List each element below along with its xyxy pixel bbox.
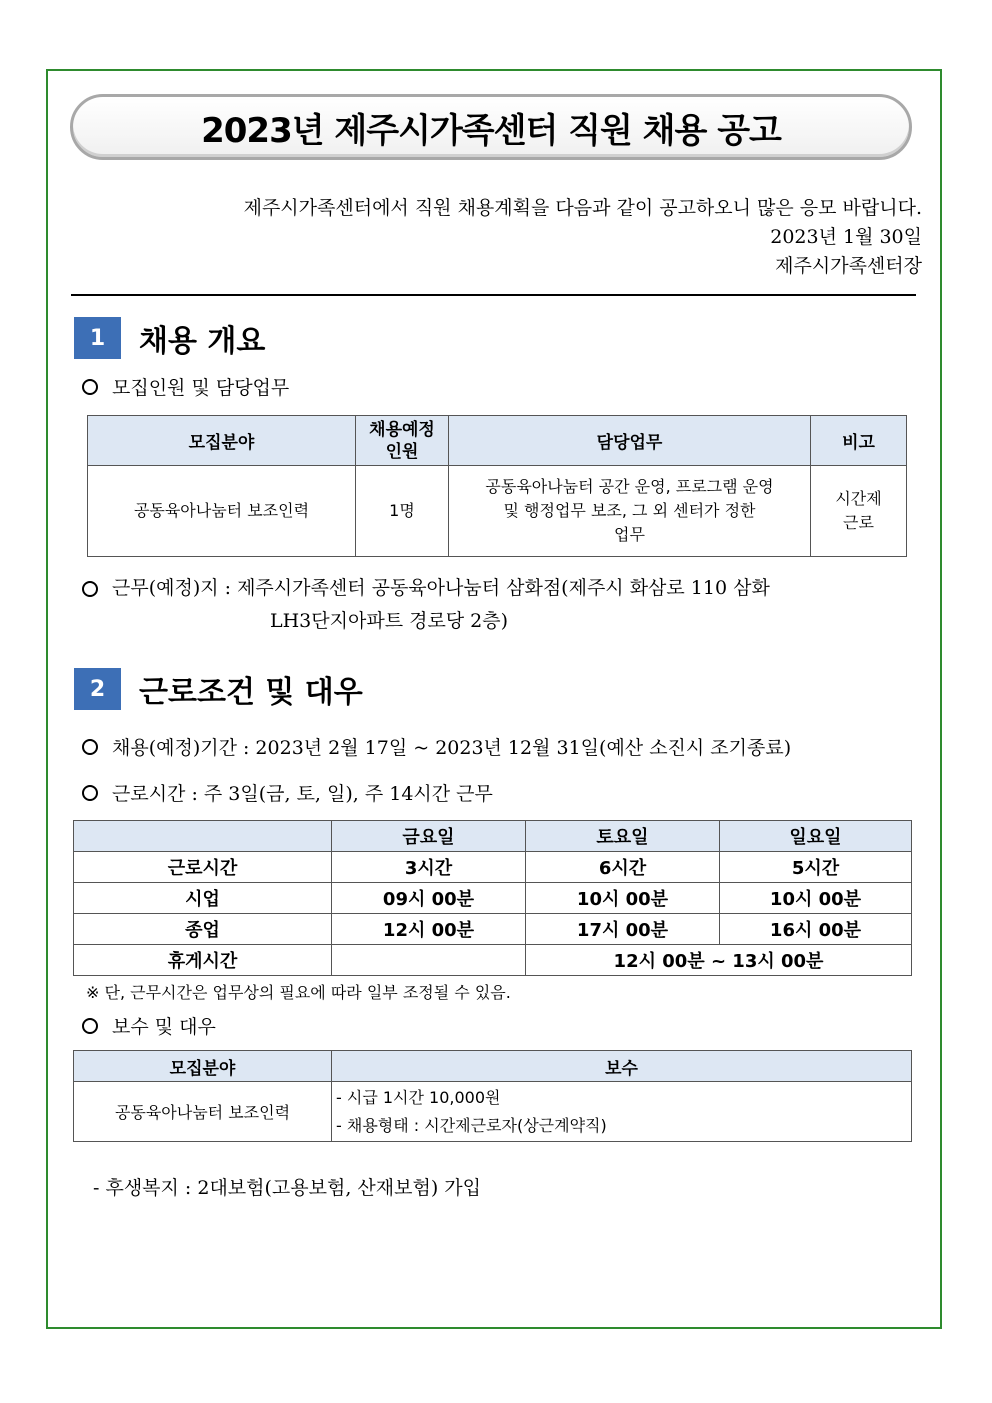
row-label: 종업 [74, 914, 332, 945]
table-cell: 12시 00분 [332, 914, 526, 945]
pay-details [332, 1082, 912, 1142]
pay-line2: - 채용형태 : 시간제근로자(상근계약직) [336, 1115, 607, 1135]
th-count-line1: 채용예정 [369, 419, 435, 440]
th-pay: 보수 [332, 1051, 912, 1082]
th-count [356, 416, 449, 466]
section1-title: 채용 개요 [139, 324, 266, 359]
cell-field: 공동육아나눔터 보조인력 [88, 466, 356, 557]
section2-heading [74, 667, 363, 711]
th-note: 비고 [811, 416, 907, 466]
bullet-recruit [82, 373, 289, 400]
intro-issuer: 제주시가족센터장 [775, 255, 922, 277]
th-count-line2: 인원 [385, 441, 419, 462]
circle-bullet-icon [82, 581, 98, 597]
table-cell: 09시 00분 [332, 883, 526, 914]
recruit-table [87, 415, 907, 557]
table-cell [332, 945, 526, 976]
schedule-note: ※ 단, 근무시간은 업무상의 필요에 따라 일부 조정될 수 있음. [86, 983, 511, 1002]
table-row [74, 883, 912, 914]
bullet-pay [82, 1012, 216, 1039]
th-pay-field: 모집분야 [74, 1051, 332, 1082]
table-cell: 3시간 [332, 852, 526, 883]
location-label: 근무(예정)지 : [112, 577, 238, 599]
cell-count: 1명 [356, 466, 449, 557]
break-value: 12시 00분 ~ 13시 00분 [526, 945, 912, 976]
note-line1: 시간제 [835, 489, 882, 508]
intro-text: 제주시가족센터에서 직원 채용계획을 다음과 같이 공고하오니 많은 응모 바랍니다. [243, 197, 922, 219]
table-row [74, 945, 912, 976]
circle-bullet-icon [82, 379, 98, 395]
section1-number: 1 [74, 317, 121, 359]
circle-bullet-icon [82, 739, 98, 755]
bullet-recruit-text: 모집인원 및 담당업무 [112, 377, 290, 399]
title-banner [70, 94, 912, 160]
table-row [74, 852, 912, 883]
pay-field: 공동육아나눔터 보조인력 [74, 1082, 332, 1142]
circle-bullet-icon [82, 1018, 98, 1034]
table-cell: 17시 00분 [526, 914, 720, 945]
bullet-period [82, 733, 791, 760]
th-field: 모집분야 [88, 416, 356, 466]
pay-bullet-text: 보수 및 대우 [112, 1016, 216, 1038]
row-label: 시업 [74, 883, 332, 914]
bullet-hours [82, 779, 493, 806]
period-text: 채용(예정)기간 : 2023년 2월 17일 ~ 2023년 12월 31일(예산 소진시 조기종료) [112, 737, 792, 759]
cell-note [811, 466, 907, 557]
pay-line1: - 시급 1시간 10,000원 [336, 1087, 501, 1107]
table-cell: 16시 00분 [720, 914, 912, 945]
section2-number: 2 [74, 668, 121, 710]
table-cell: 5시간 [720, 852, 912, 883]
divider [71, 294, 916, 296]
table-cell: 10시 00분 [720, 883, 912, 914]
intro-block [244, 194, 922, 281]
page-title: 2023년 제주시가족센터 직원 채용 공고 [201, 110, 781, 151]
th-sunday: 일요일 [720, 821, 912, 852]
duty-line3: 업무 [614, 525, 645, 544]
intro-date: 2023년 1월 30일 [770, 226, 922, 248]
th-saturday: 토요일 [526, 821, 720, 852]
location-block [82, 572, 770, 638]
schedule-table [73, 820, 912, 976]
location-line2: LH3단지아파트 경로당 2층) [270, 610, 509, 632]
break-label: 휴게시간 [74, 945, 332, 976]
th-duty: 담당업무 [449, 416, 811, 466]
hours-text: 근로시간 : 주 3일(금, 토, 일), 주 14시간 근무 [112, 783, 493, 805]
duty-line1: 공동육아나눔터 공간 운영, 프로그램 운영 [485, 477, 774, 496]
cell-duty [449, 466, 811, 557]
section1-heading [74, 316, 265, 360]
duty-line2: 및 행정업무 보조, 그 외 센터가 정한 [503, 501, 756, 520]
welfare-text: - 후생복지 : 2대보험(고용보험, 산재보험) 가입 [93, 1177, 481, 1199]
row-label: 근로시간 [74, 852, 332, 883]
section2-title: 근로조건 및 대우 [139, 675, 363, 710]
note-line2: 근로 [843, 513, 874, 532]
table-cell: 10시 00분 [526, 883, 720, 914]
circle-bullet-icon [82, 785, 98, 801]
table-row [74, 914, 912, 945]
location-line1: 제주시가족센터 공동육아나눔터 삼화점(제주시 화삼로 110 삼화 [237, 577, 770, 599]
th-friday: 금요일 [332, 821, 526, 852]
th-empty [74, 821, 332, 852]
table-cell: 6시간 [526, 852, 720, 883]
pay-table [73, 1050, 912, 1142]
